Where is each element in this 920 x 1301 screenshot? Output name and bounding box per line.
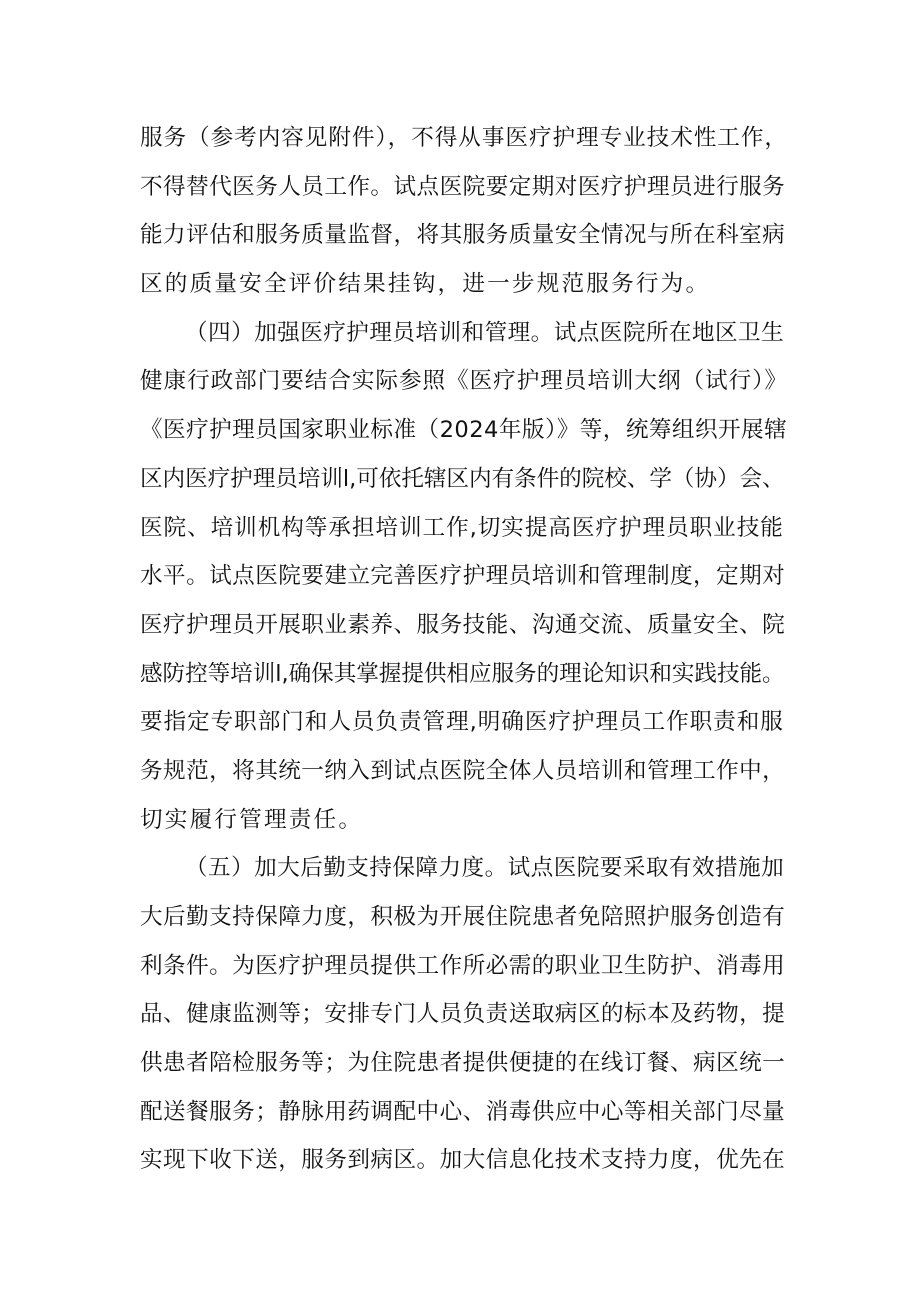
text-line: 品、健康监测等；安排专门人员负责送取病区的标本及药物，提 <box>140 1001 786 1028</box>
text-line: 区内医疗护理员培训l,可依托辖区内有条件的院校、学（协）会、 <box>140 465 785 492</box>
text-line: 水平。试点医院要建立完善医疗护理员培训和管理制度，定期对 <box>140 563 786 590</box>
text-line: 大后勤支持保障力度，积极为开展住院患者免陪照护服务创造有 <box>140 904 786 930</box>
text-line: 医疗护理员开展职业素养、服务技能、沟通交流、质量安全、院 <box>140 611 786 638</box>
text-line: 《医疗护理员国家职业标准（2024年版）》等，统筹组织开展辖 <box>140 417 788 444</box>
text-line: 要指定专职部门和人员负责管理,明确医疗护理员工作职责和服 <box>140 709 784 736</box>
text-line: 服务（参考内容见附件），不得从事医疗护理专业技术性工作， <box>140 125 788 151</box>
text-line: 区的质量安全评价结果挂钩，进一步规范服务行为。 <box>140 271 711 298</box>
text-line: 务规范，将其统一纳入到试点医院全体人员培训和管理工作中， <box>140 757 786 784</box>
section-heading-line: （五）加大后勤支持保障力度。试点医院要采取有效措施加 <box>185 855 785 882</box>
text-line: 实现下收下送，服务到病区。加大信息化技术支持力度，优先在 <box>140 1147 786 1174</box>
body-text <box>140 114 788 1185</box>
text-line: 切实履行管理责任。 <box>140 806 364 833</box>
text-line: 利条件。为医疗护理员提供工作所必需的职业卫生防护、消毒用 <box>140 952 786 979</box>
text-line: 健康行政部门要结合实际参照《医疗护理员培训大纲（试行）》 <box>140 368 788 395</box>
section-heading-line: （四）加强医疗护理员培训和管理。试点医院所在地区卫生 <box>185 319 785 346</box>
text-line: 医院、培训机构等承担培训工作,切实提高医疗护理员职业技能 <box>140 514 784 541</box>
text-line: 能力评估和服务质量监督，将其服务质量安全情况与所在科室病 <box>140 222 786 249</box>
text-line: 供患者陪检服务等；为住院患者提供便捷的在线订餐、病区统一 <box>140 1050 786 1077</box>
text-line: 感防控等培训l,确保其掌握提供相应服务的理论知识和实践技能。 <box>140 660 785 687</box>
text-line: 配送餐服务；静脉用药调配中心、消毒供应中心等相关部门尽量 <box>140 1098 786 1125</box>
text-line: 不得替代医务人员工作。试点医院要定期对医疗护理员进行服务 <box>140 173 786 200</box>
